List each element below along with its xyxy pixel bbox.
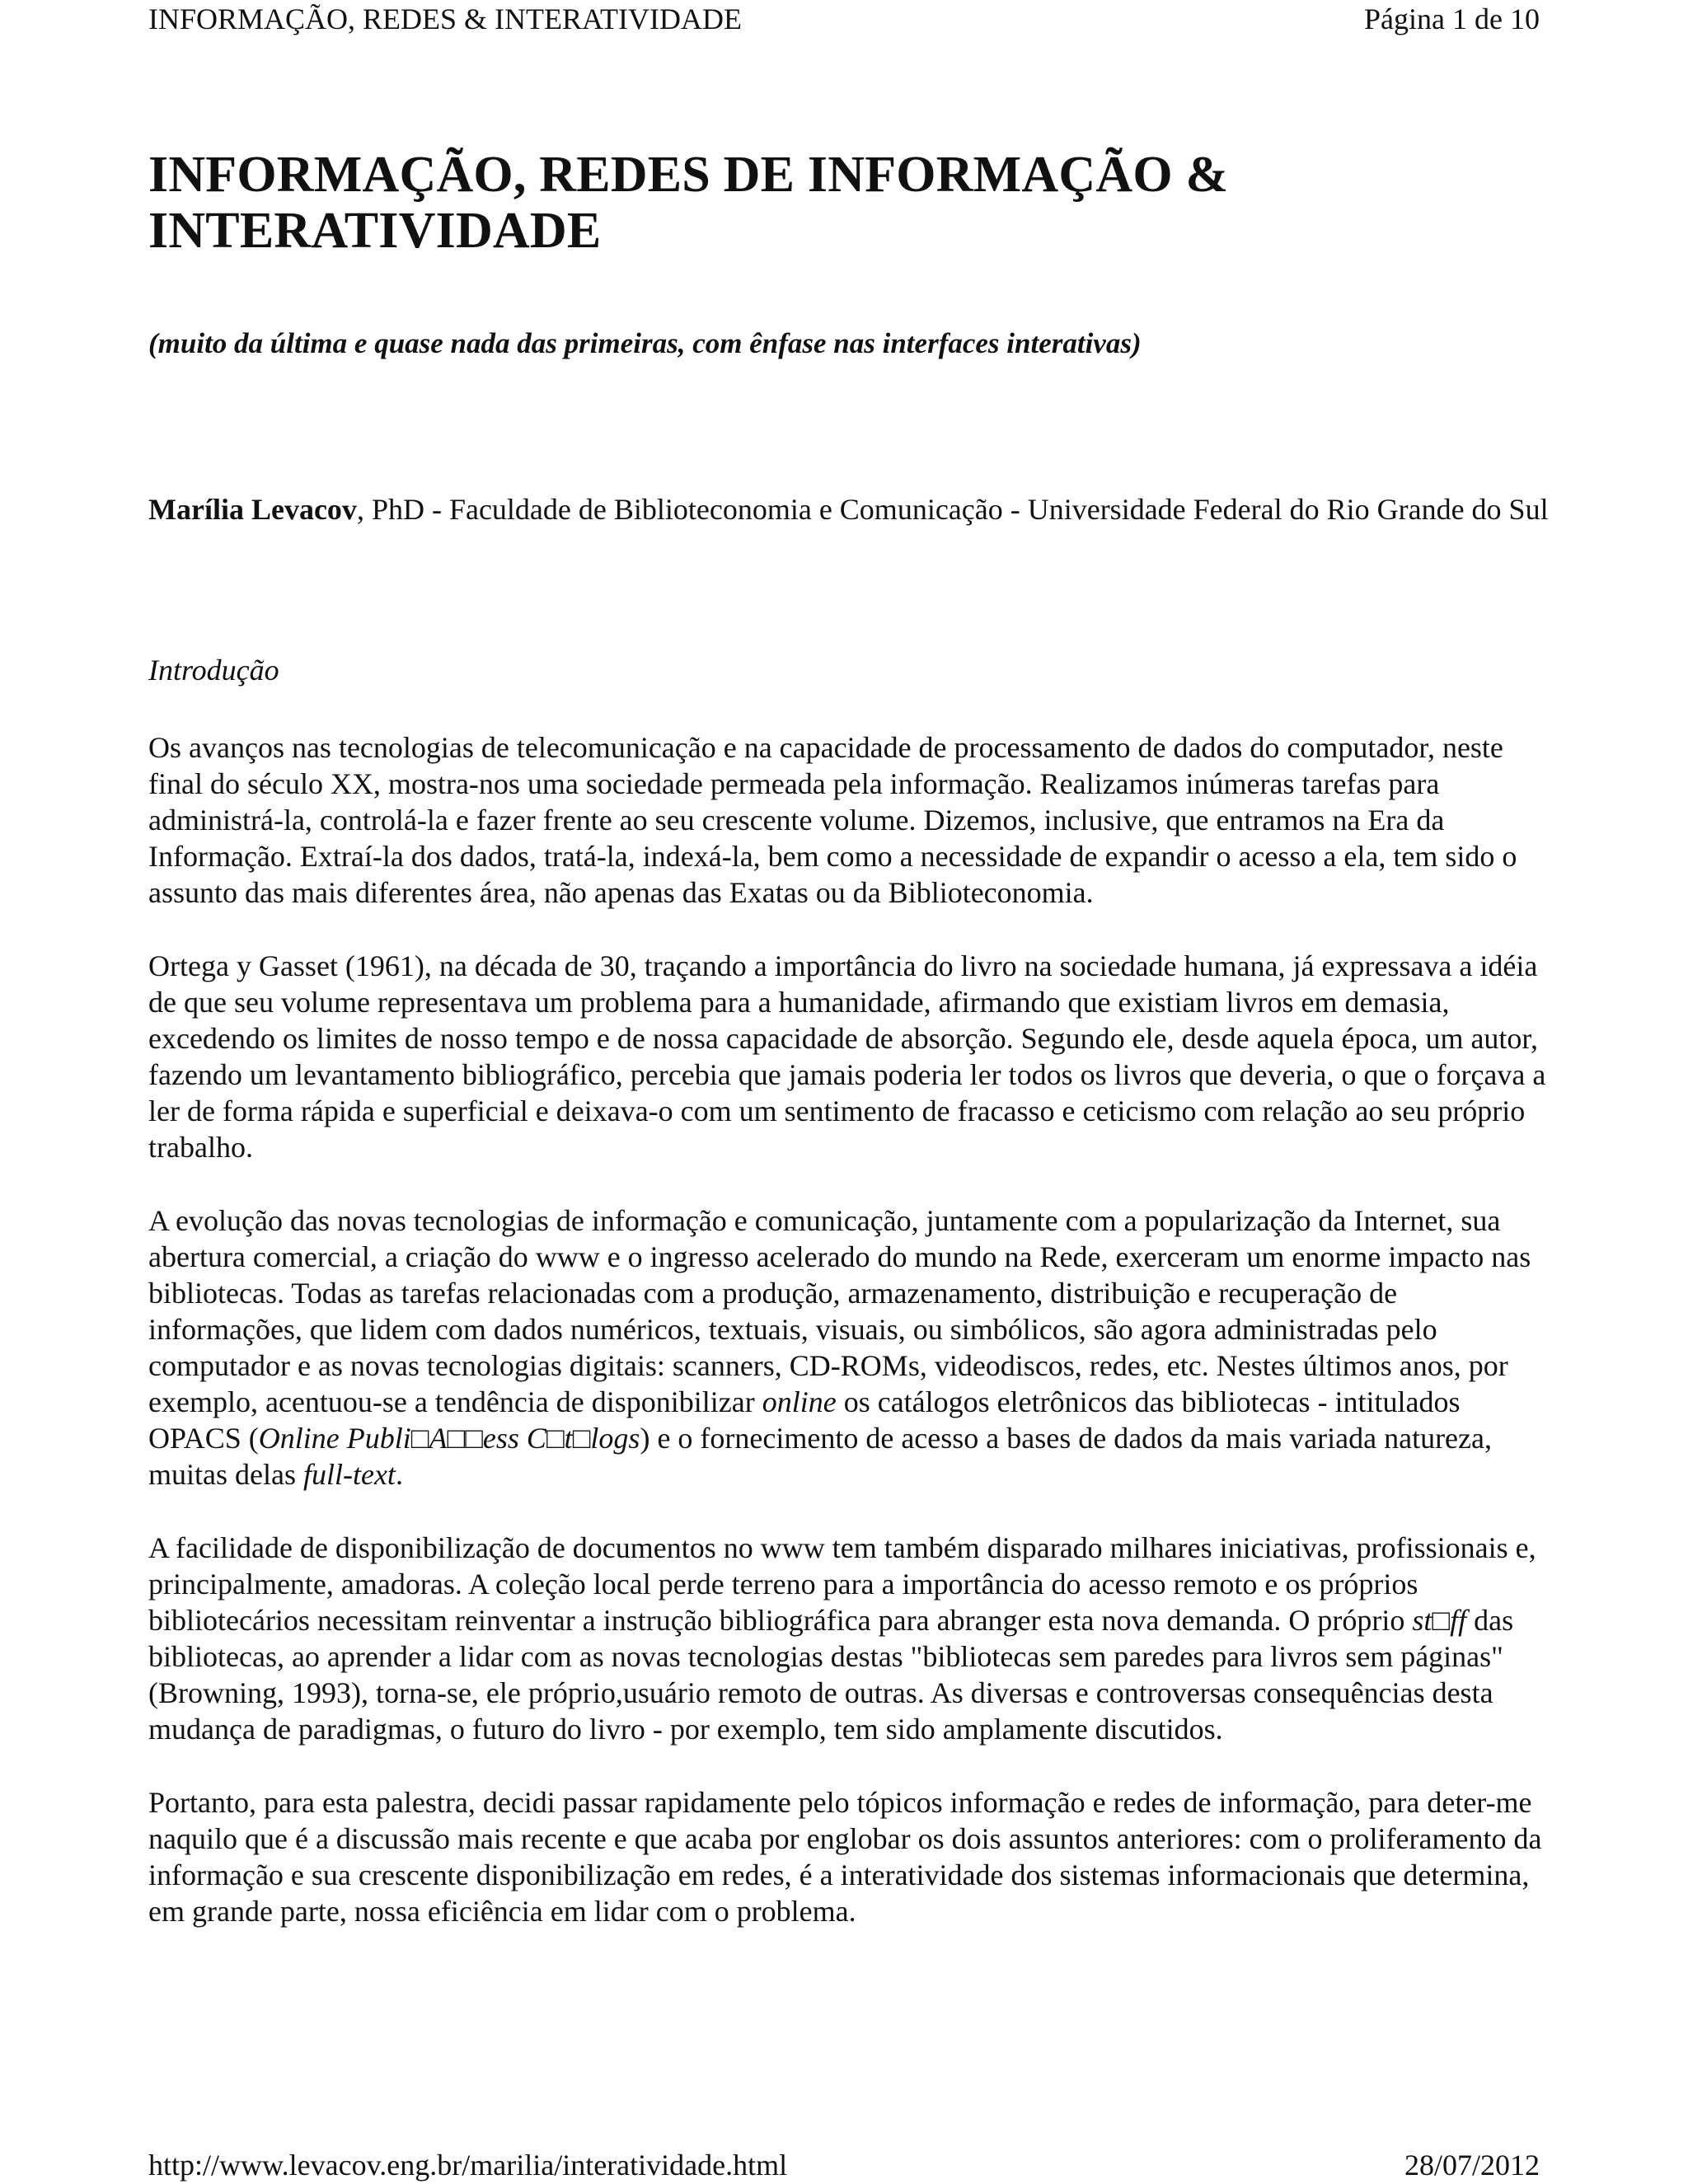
page-content bbox=[148, 147, 1550, 1929]
paragraph-4-text-a: A facilidade de disponibilização de documentos no www tem também disparado milhares iniciativas, profissionais e, principalmente, amadoras. A coleção local perde terreno para a importância do acesso remoto e os próprios bibliotecários necessitam reinventar a instrução bibliográfica para abranger esta nova demanda. O próprio bbox=[148, 1531, 1536, 1637]
running-title: INFORMAÇÃO, REDES & INTERATIVIDADE bbox=[148, 2, 742, 35]
paragraph-3-text-a: A evolução das novas tecnologias de informação e comunicação, juntamente com a popularização da Internet, sua abertura comercial, a criação do www e o ingresso acelerado do mundo na Rede, exerceram um enorme impacto nas bibliotecas. Todas as tarefas relacionadas com a produção, armazenamento, distribuição e recuperação de informações, que lidem com dados numéricos, textuais, visuais, ou simbólicos, são agora administradas pelo computador e as novas tecnologias digitais: scanners, CD-ROMs, videodiscos, redes, etc. Nestes últimos anos, por exemplo, acentuou-se a tendência de disponibilizar bbox=[148, 1204, 1531, 1418]
paragraph-3 bbox=[148, 1202, 1550, 1493]
paragraph-3-text-b: os catálogos eletrônicos das bibliotecas - intitulados OPACS ( bbox=[148, 1385, 1461, 1455]
document-title: INFORMAÇÃO, REDES DE INFORMAÇÃO & INTERATIVIDADE bbox=[148, 147, 1229, 259]
paragraph-4-text-b: das bibliotecas, ao aprender a lidar com as novas tecnologias destas "bibliotecas sem paredes para livros sem páginas" (Browning, 1993), torna-se, ele próprio,usuário remoto de outras. As diversas e controversas consequências desta mudança de paradigmas, o futuro do livro - por exemplo, tem sido amplamente discutidos. bbox=[148, 1604, 1514, 1746]
paragraph-3-opacs-expansion: Online Publi□A□□ess C□t□logs bbox=[258, 1422, 640, 1455]
paragraph-3-full-text: full-text bbox=[302, 1458, 396, 1491]
author-line bbox=[148, 491, 1550, 527]
paragraph-1: Os avanços nas tecnologias de telecomunicação e na capacidade de processamento de dados do computador, neste final do século XX, mostra-nos uma sociedade permeada pela informação. Realizamos inúmeras tarefas para administrá-la, controlá-la e fazer frente ao seu crescente volume. Dizemos, inclusive, que entramos na Era da Informação. Extraí-la dos dados, tratá-la, indexá-la, bem como a necessidade de expandir o acesso a ela, tem sido o assunto das mais diferentes área, não apenas das Exatas ou da Biblioteconomia. bbox=[148, 731, 1517, 909]
paragraph-4-staff: st□ff bbox=[1412, 1604, 1467, 1637]
paragraph-4 bbox=[148, 1530, 1550, 1747]
print-date: 28/07/2012 bbox=[1404, 2149, 1540, 2182]
section-heading: Introdução bbox=[148, 654, 279, 687]
document-subtitle: (muito da última e quase nada das primeiras, com ênfase nas interfaces interativas) bbox=[148, 327, 1142, 359]
paragraph-3-online: online bbox=[762, 1385, 837, 1418]
running-footer bbox=[148, 2146, 1540, 2184]
running-header bbox=[148, 0, 1540, 40]
author-affiliation: , PhD - Faculdade de Biblioteconomia e Comunicação - Universidade Federal do Rio Grande do Sul bbox=[356, 493, 1549, 526]
paragraph-3-text-c: ) e o fornecimento de acesso a bases de dados da mais variada natureza, muitas delas bbox=[148, 1422, 1492, 1491]
paragraph-5: Portanto, para esta palestra, decidi passar rapidamente pelo tópicos informação e redes de informação, para deter-me naquilo que é a discussão mais recente e que acaba por englobar os dois assuntos anteriores: com o proliferamento da informação e sua crescente disponibilização em redes, é a interatividade dos sistemas informacionais que determina, em grande parte, nossa eficiência em lidar com o problema. bbox=[148, 1786, 1542, 1928]
paragraph-2: Ortega y Gasset (1961), na década de 30, traçando a importância do livro na sociedade humana, já expressava a idéia de que seu volume representava um problema para a humanidade, afirmando que existiam livros em demasia, excedendo os limites de nosso tempo e de nossa capacidade de absorção. Segundo ele, desde aquela época, um autor, fazendo um levantamento bibliográfico, percebia que jamais poderia ler todos os livros que deveria, o que o forçava a ler de forma rápida e superficial e deixava-o com um sentimento de fracasso e ceticismo com relação ao seu próprio trabalho. bbox=[148, 949, 1546, 1164]
author-name: Marília Levacov bbox=[148, 493, 357, 526]
paragraph-3-text-d: . bbox=[395, 1458, 403, 1491]
page-indicator: Página 1 de 10 bbox=[1364, 2, 1540, 35]
source-url[interactable]: http://www.levacov.eng.br/marilia/interatividade.html bbox=[148, 2149, 788, 2182]
